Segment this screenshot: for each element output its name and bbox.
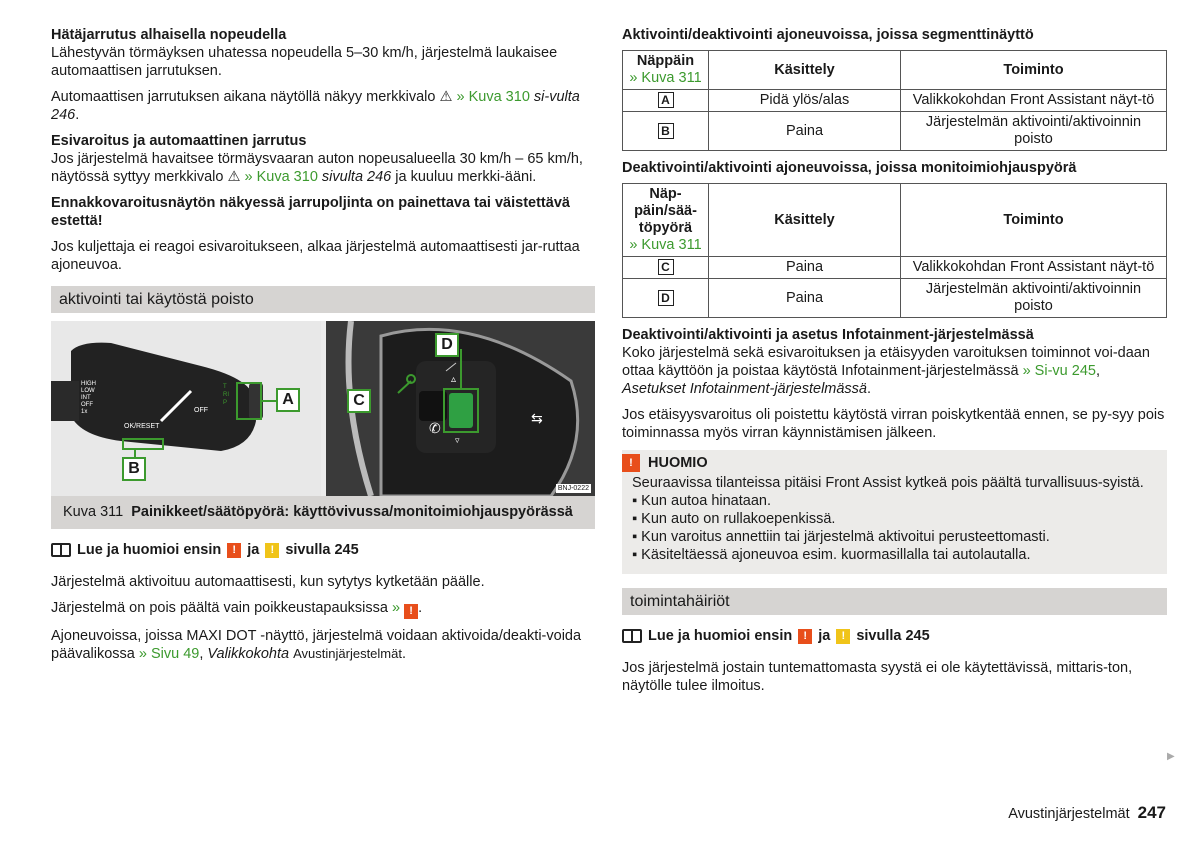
lever-trip-label: TRIP [223, 384, 229, 406]
para-infotainment: Koko järjestelmä sekä esivaroituksen ja etäisyyden varoituksen toiminnot voi-daan ottaa käyttöön ja poistaa käytöstä Infotainment-järjestelmässä » Si-vu 245, Asetukset Infotainment-järjestelmässä. [622, 345, 1150, 397]
notice-title-text: HUOMIO [648, 455, 708, 471]
readme-ja: ja [247, 542, 260, 558]
table2-title: Deaktivointi/aktivointi ajoneuvoissa, joissa monitoimiohjauspyörä [622, 160, 1077, 176]
list-item-text: Kun varoitus annettiin tai järjestelmä aktivoitui perusteettomasti. [641, 529, 1050, 545]
text-period: . [401, 646, 407, 662]
th-key [623, 184, 709, 257]
notice-title [622, 454, 1157, 472]
left-column [51, 26, 595, 671]
page-footer [1008, 804, 1166, 823]
car-warning-icon: ⚠ [439, 89, 453, 105]
cell-action: Paina [709, 257, 901, 279]
svg-text:▵: ▵ [451, 374, 457, 385]
right-column [622, 26, 1167, 703]
section-title-activation: aktivointi tai käytöstä poisto [51, 286, 595, 313]
readme-text-a: Lue ja huomioi ensin [648, 628, 793, 644]
heading-emergency-braking: Hätäjarrutus alhaisella nopeudella [51, 27, 287, 43]
para-warning-bold: Ennakkovaroitusnäytön näkyessä jarrupoljinta on painettava tai väistettävä estettä! [51, 195, 570, 229]
text-menu-item: Valikkokohta [207, 646, 290, 662]
cell-function: Valikkokohdan Front Assistant näyt-tö [901, 257, 1167, 279]
th-key-link[interactable]: » Kuva 311 [629, 70, 702, 86]
para-off-exception: Järjestelmä on pois päältä vain poikkeustapauksissa » ! . [51, 600, 423, 617]
cell-function: Järjestelmän aktivointi/aktivoinnin poisto [901, 279, 1167, 318]
link-fig310[interactable]: » Kuva 310 [456, 89, 530, 105]
th-key [623, 51, 709, 90]
notice-box [622, 450, 1167, 574]
svg-text:✆: ✆ [429, 421, 441, 437]
table-segment-display [622, 50, 1167, 151]
readme-text-b: sivulla 245 [856, 628, 930, 644]
lever-ok-reset-label: OK/RESET [124, 423, 160, 430]
list-item-text: Kun auto on rullakoepenkissä. [641, 511, 836, 527]
lever-label: HIGH [81, 381, 96, 387]
text-maxidot: Ajoneuvoissa, joissa MAXI DOT -näyttö, järjestelmä voidaan aktivoida/deakti-voida päävalikossa [51, 628, 582, 662]
lever-labels [81, 381, 96, 416]
list-item-text: Käsiteltäessä ajoneuvoa esim. kuormasillalla tai autolautalla. [641, 547, 1031, 563]
text-prewarning-b: ja kuuluu merkki-ääni. [395, 169, 537, 185]
caption-number: Kuva 311 [63, 504, 124, 520]
cell-key [623, 257, 709, 279]
cell-key [623, 279, 709, 318]
figure-caption [51, 496, 595, 529]
continue-arrow-icon: ▶ [1167, 751, 1175, 762]
list-item-text: Kun autoa hinataan. [641, 493, 771, 509]
key-c: C [658, 259, 674, 275]
warning-icon: ! [404, 604, 418, 619]
th-key-label: Näp-päin/sää-töpyörä [634, 186, 697, 236]
th-action: Käsittely [709, 184, 901, 257]
book-icon [622, 629, 642, 643]
table-row [623, 90, 1167, 112]
fig-label-a: A [276, 388, 300, 412]
table-header [623, 51, 1167, 90]
cell-key [623, 90, 709, 112]
key-b: B [658, 123, 674, 139]
book-icon [51, 543, 71, 557]
link-page245[interactable]: » Si-vu 245 [1022, 363, 1096, 379]
lever-label: OFF [81, 402, 93, 408]
section-title-faults: toimintahäiriöt [622, 588, 1167, 615]
heading-prewarning: Esivaroitus ja automaattinen jarrutus [51, 133, 307, 149]
warning-icon: ! [227, 543, 241, 558]
table-row [623, 279, 1167, 318]
page-number: 247 [1137, 803, 1166, 822]
readme-text-b: sivulla 245 [285, 542, 359, 558]
text-off-exception: Järjestelmä on pois päältä vain poikkeustapauksissa [51, 600, 388, 616]
text-indicator-a: Automaattisen jarrutuksen aikana näytöllä näkyy merkkivalo [51, 89, 436, 105]
table-header [623, 184, 1167, 257]
link-page49[interactable]: » Sivu 49 [138, 646, 200, 662]
list-item: ▪ Kun varoitus annettiin tai järjestelmä aktivoitui perusteettomasti. [632, 529, 1050, 545]
th-function: Toiminto [901, 51, 1167, 90]
readme-notice [51, 541, 595, 559]
th-key-link[interactable]: » Kuva 311 [629, 237, 702, 253]
fig-label-d: D [435, 333, 459, 357]
list-item: ▪ Kun auto on rullakoepenkissä. [632, 511, 836, 527]
link-warning[interactable]: » [391, 600, 401, 616]
cell-action: Paina [709, 279, 901, 318]
para-emergency-braking: Lähestyvän törmäyksen uhatessa nopeudella 5–30 km/h, järjestelmä laukaisee automaattisen jarrutuksen. [51, 45, 558, 79]
text-period: . [867, 381, 872, 397]
key-d: D [658, 290, 674, 306]
warning-icon: ! [798, 629, 812, 644]
svg-text:⇆: ⇆ [531, 411, 543, 427]
cell-function: Järjestelmän aktivointi/aktivoinnin poisto [901, 112, 1167, 151]
text-page246-2: sivulta 246 [321, 169, 392, 185]
para-fault: Jos järjestelmä jostain tuntemattomasta syystä ei ole käytettävissä, mittaris-ton, näytölle tulee ilmoitus. [622, 660, 1133, 694]
notice-text: Seuraavissa tilanteissa pitäisi Front Assist kytkeä pois päältä turvallisuus-syistä. [632, 475, 1144, 491]
lever-off-label: OFF [194, 407, 208, 414]
text-prewarning-a: Jos järjestelmä havaitsee törmäysvaaran auton nopeusalueella 30 km/h – 65 km/h, näytössä syttyy merkkivalo [51, 151, 583, 185]
list-item: ▪ Käsiteltäessä ajoneuvoa esim. kuormasillalla tai autolautalla. [632, 547, 1031, 563]
para-driver-react: Jos kuljettaja ei reagoi esivaroitukseen, alkaa järjestelmä automaattisesti jar-ruttaa ajoneuvoa. [51, 239, 580, 273]
caution-icon: ! [836, 629, 850, 644]
readme-text-a: Lue ja huomioi ensin [77, 542, 222, 558]
lever-label: INT [81, 395, 91, 401]
text-menu-name: Avustinjärjestelmät [293, 646, 402, 661]
fig-label-b: B [122, 457, 146, 481]
para-maxidot: Ajoneuvoissa, joissa MAXI DOT -näyttö, järjestelmä voidaan aktivoida/deakti-voida päävalikossa » Sivu 49, Valikkokohta Avustinjärjestelmät. [51, 628, 582, 662]
lever-label: 1x [81, 409, 88, 415]
cell-function: Valikkokohdan Front Assistant näyt-tö [901, 90, 1167, 112]
key-a: A [658, 92, 674, 108]
th-action: Käsittely [709, 51, 901, 90]
lever-label: LOW [81, 388, 95, 394]
list-item: ▪ Kun autoa hinataan. [632, 493, 771, 509]
readme-notice [622, 627, 1167, 645]
svg-text:▿: ▿ [455, 436, 460, 446]
warning-icon: ! [622, 454, 640, 472]
caution-icon: ! [265, 543, 279, 558]
footer-chapter: Avustinjärjestelmät [1008, 806, 1130, 822]
link-fig310-2[interactable]: » Kuva 310 [244, 169, 318, 185]
caption-text: Painikkeet/säätöpyörä: käyttövivussa/monitoimiohjauspyörässä [131, 504, 573, 520]
fig-code: BNJ-0222 [557, 485, 589, 492]
car-warning-icon: ⚠ [227, 169, 241, 185]
para-prewarning [51, 150, 595, 186]
para-indicator: Automaattisen jarrutuksen aikana näytöllä näkyy merkkivalo ⚠ » Kuva 310 si-vulta 246. [51, 89, 580, 123]
text-page246: si-vulta 246 [51, 89, 580, 123]
th-key-label: Näppäin [636, 53, 695, 69]
table-row [623, 112, 1167, 151]
table-row [623, 257, 1167, 279]
notice-list [632, 492, 1157, 564]
cell-action: Pidä ylös/alas [709, 90, 901, 112]
para-auto-activate: Järjestelmä aktivoituu automaattisesti, kun sytytys kytketään päälle. [51, 574, 485, 590]
cell-action: Paina [709, 112, 901, 151]
figure-311 [51, 321, 595, 496]
para-distance-warning: Jos etäisyysvaroitus oli poistettu käytöstä virran poiskytkentää ennen, se py-syy pois toiminnassa myös virran käynnistämisen jälkeen. [622, 407, 1165, 441]
readme-ja: ja [818, 628, 831, 644]
table-multifunction-wheel [622, 183, 1167, 318]
cell-key [623, 112, 709, 151]
table1-title: Aktivointi/deaktivointi ajoneuvoissa, joissa segmenttinäyttö [622, 27, 1034, 43]
th-function: Toiminto [901, 184, 1167, 257]
text-infotainment: Koko järjestelmä sekä esivaroituksen ja etäisyyden varoituksen toiminnot voi-daan ottaa käyttöön ja poistaa käytöstä Infotainment-järjestelmässä [622, 345, 1150, 379]
heading-infotainment: Deaktivointi/aktivointi ja asetus Infotainment-järjestelmässä [622, 327, 1034, 343]
text-settings: Asetukset Infotainment-järjestelmässä [622, 381, 867, 397]
fig-label-c: C [347, 389, 371, 413]
